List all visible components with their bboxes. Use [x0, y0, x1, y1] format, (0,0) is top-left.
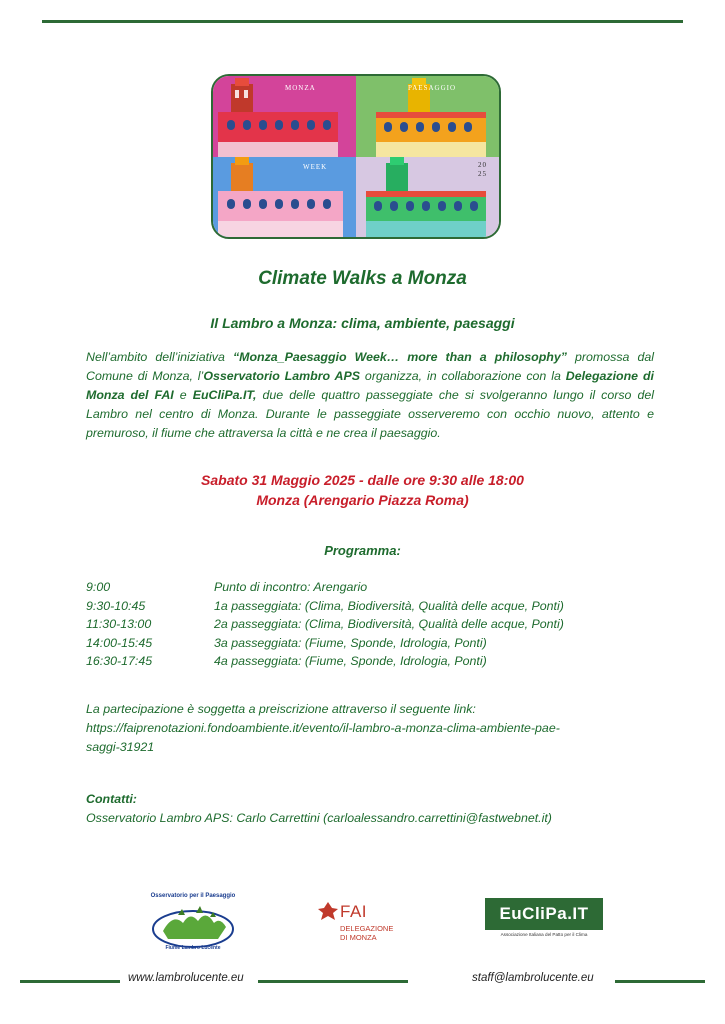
intro-organizer: Osservatorio Lambro APS	[203, 369, 361, 383]
fai-logo	[318, 900, 428, 950]
schedule-row	[86, 578, 686, 597]
document-title: Climate Walks a Monza	[258, 268, 467, 289]
poster-image	[211, 74, 501, 239]
schedule-row	[86, 652, 686, 671]
footer-email-link[interactable]: staff@lambrolucente.eu	[472, 972, 594, 984]
schedule-desc: 1a passeggiata: (Clima, Biodiversità, Qualità delle acque, Ponti)	[214, 598, 564, 613]
poster-tile-1	[213, 76, 356, 157]
intro-text-5: due delle quattro passeggiate che si svolgeranno lungo il corso del Lambro nel centro di Monza. Durante le passeggiate osserveremo con occhio nuovo, attento e premuroso, il fiume che attraversa la città e ne crea il paesaggio.	[86, 388, 654, 440]
intro-text-4: e	[173, 388, 193, 402]
footer-website-link[interactable]: www.lambrolucente.eu	[128, 972, 244, 984]
poster-tile-2	[356, 76, 499, 157]
schedule-row	[86, 634, 686, 653]
poster-label-paesaggio: PAESAGGIO	[408, 84, 457, 92]
footer-rule-right	[615, 980, 705, 983]
poster-label-week: WEEK	[303, 162, 328, 171]
schedule-time: 16:30-17:45	[86, 654, 153, 668]
osservatorio-logo	[148, 893, 238, 955]
schedule-row	[86, 615, 686, 634]
euclipa-logo	[485, 898, 603, 940]
arengario-illustration-3	[213, 157, 356, 238]
fai-name: FAI	[340, 902, 368, 921]
registration-block	[86, 700, 666, 757]
schedule-time: 14:00-15:45	[86, 635, 153, 650]
euclipa-tagline: Associazione Italiana del Patto per il Clima	[500, 932, 588, 937]
programma-title: Programma:	[324, 543, 401, 558]
intro-partner-euclipa: EuCliPa.IT,	[192, 388, 257, 402]
poster-tile-3	[213, 157, 356, 238]
poster-label-year-top: 20	[478, 160, 487, 169]
poster-label-year-bottom: 25	[478, 169, 487, 178]
schedule-time: 11:30-13:00	[86, 617, 152, 631]
schedule-time: 9:00	[86, 580, 111, 594]
intro-paragraph	[86, 348, 654, 443]
schedule-desc: Punto di incontro: Arengario	[214, 580, 368, 594]
registration-text: La partecipazione è soggetta a preiscrizione attraverso il seguente link:	[86, 702, 476, 716]
intro-text-1: Nell’ambito dell’iniziativa	[86, 350, 233, 364]
document-subtitle: Il Lambro a Monza: clima, ambiente, paesaggi	[210, 315, 515, 331]
event-date: Sabato 31 Maggio 2025 - dalle ore 9:30 alle 18:00	[201, 472, 524, 488]
contacts-block	[86, 790, 686, 828]
intro-partner-fai: Delegazione di Monza del FAI	[86, 369, 654, 402]
schedule-time: 9:30-10:45	[86, 598, 146, 613]
osservatorio-logo-subtitle: Fiume Lambro Lucente	[165, 945, 221, 951]
intro-initiative: “Monza_Paesaggio Week… more than a philosophy”	[232, 350, 567, 364]
fai-delegation-line2: DI MONZA	[340, 933, 377, 942]
event-place: Monza (Arengario Piazza Roma)	[256, 492, 469, 508]
registration-link-continued[interactable]: saggi-31921	[86, 740, 155, 754]
intro-text-3: organizza, in collaborazione con la	[360, 369, 566, 383]
schedule-desc: 4a passeggiata: (Fiume, Sponde, Idrologia, Ponti)	[214, 654, 487, 668]
euclipa-name: EuCliPa.IT	[485, 898, 603, 930]
schedule-list	[86, 578, 686, 671]
poster-label-monza: MONZA	[285, 84, 316, 92]
top-rule	[42, 20, 683, 23]
osservatorio-logo-title: Osservatorio per il Paesaggio	[150, 893, 236, 899]
contacts-text: Osservatorio Lambro APS: Carlo Carrettini (carloalessandro.carrettini@fastwebnet.it)	[86, 811, 552, 825]
registration-link[interactable]: https://faiprenotazioni.fondoambiente.it/evento/il-lambro-a-monza-clima-ambiente-pae-	[86, 721, 560, 735]
footer-rule-left	[20, 980, 120, 983]
schedule-desc: 3a passeggiata: (Fiume, Sponde, Idrologia, Ponti)	[214, 635, 487, 650]
footer-rule-middle	[258, 980, 408, 983]
intro-text-2: promossa dal Comune di Monza, l’	[86, 350, 655, 383]
fai-delegation-line1: DELEGAZIONE	[340, 924, 394, 933]
fai-emblem-icon	[318, 902, 338, 924]
fai-delegation	[340, 924, 393, 942]
poster-tile-4	[356, 157, 499, 238]
schedule-desc: 2a passeggiata: (Clima, Biodiversità, Qualità delle acque, Ponti)	[214, 617, 564, 631]
contacts-label: Contatti:	[86, 792, 137, 806]
schedule-row	[86, 597, 686, 616]
